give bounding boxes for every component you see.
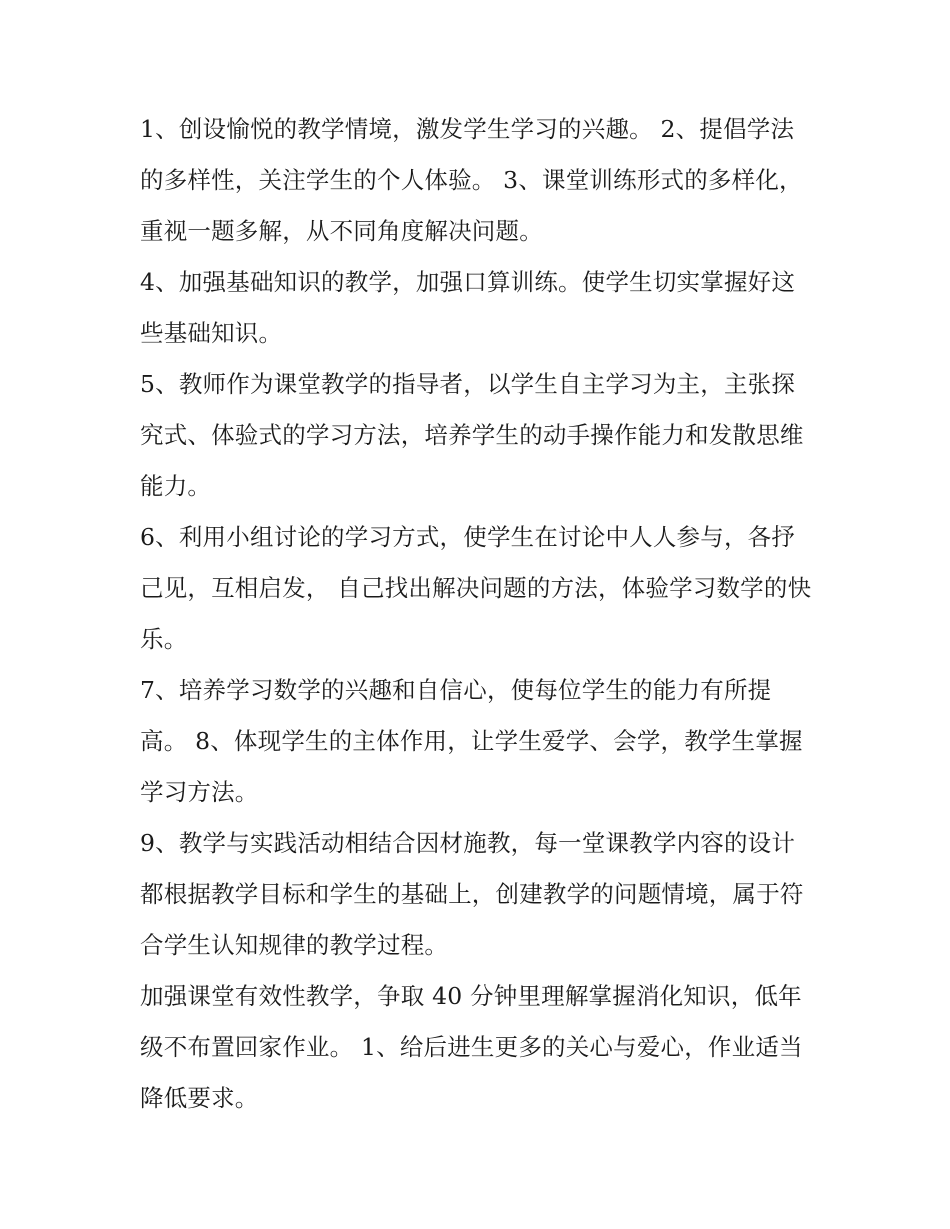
paragraph-4: 6、利用小组讨论的学习方式，使学生在讨论中人人参与，各抒己见，互相启发， 自己找出解决问题的方法，体验学习数学的快乐。 [140,523,812,653]
paragraph-5: 7、培养学习数学的兴趣和自信心，使每位学生的能力有所提高。 8、体现学生的主体作用，让学生爱学、会学，教学生掌握学习方法。 [140,676,803,806]
paragraph-1: 1、创设愉悦的教学情境，激发学生学习的兴趣。 2、提倡学法的多样性，关注学生的个人体验。 3、课堂训练形式的多样化，重视一题多解，从不同角度解决问题。 [140,115,803,245]
paragraph-7: 加强课堂有效性教学，争取 40 分钟里理解掌握消化知识，低年级不布置回家作业。 1、给后进生更多的关心与爱心，作业适当降低要求。 [140,982,803,1112]
document-body [140,104,812,1124]
paragraph-6: 9、教学与实践活动相结合因材施教，每一堂课教学内容的设计都根据教学目标和学生的基础上，创建教学的问题情境，属于符合学生认知规律的教学过程。 [140,829,804,959]
paragraph-3: 5、教师作为课堂教学的指导者，以学生自主学习为主，主张探究式、体验式的学习方法，培养学生的动手操作能力和发散思维能力。 [140,370,804,500]
paragraph-2: 4、加强基础知识的教学，加强口算训练。使学生切实掌握好这些基础知识。 [140,268,796,347]
